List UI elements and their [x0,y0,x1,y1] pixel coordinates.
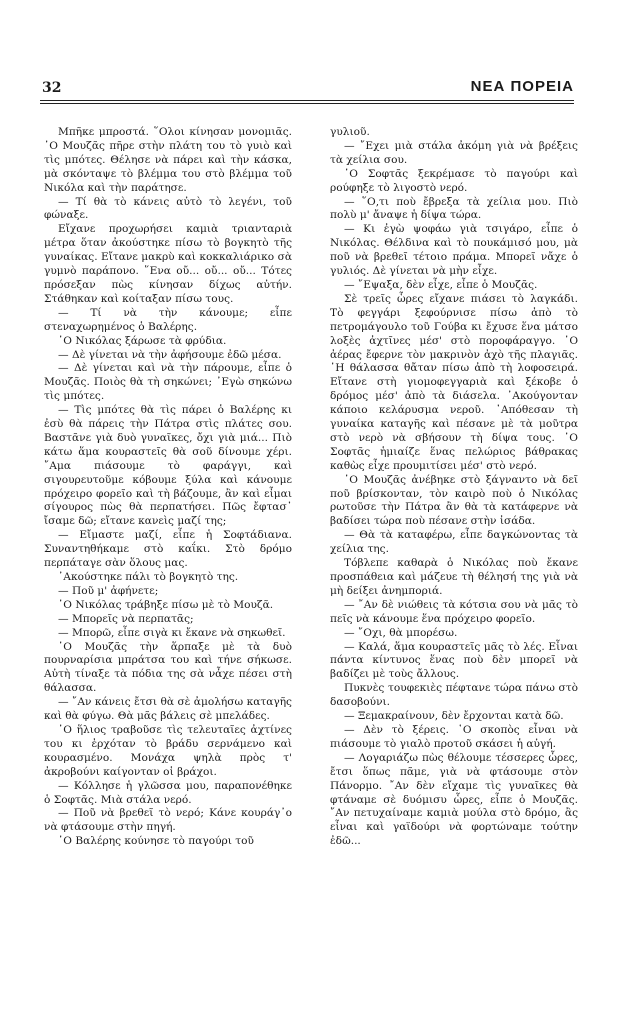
paragraph: — Δὲ γίνεται νὰ τὴν ἀφήσουμε ἐδῶ μέσα. [58,348,282,361]
paragraph: Σὲ τρεῖς ὧρες εἴχανε πιάσει τὸ λαγκάδι. Τὸ φεγγάρι ξεφούρνισε πίσω ἀπὸ τὸ πετρομάγουλο τοῦ Γούβα κι ἔχυσε ἕνα μάτσο λοξὲς ἀχτῖνες μέσ' στὸ ποροφάραγγο. ῾Ο ἀέρας ἔφερνε τὸν μακρινὸν ἀχὸ τῆς πλαγιᾶς. ῾Η θάλασσα θἄταν πίσω ἀπὸ τὴ λοφοσειρά. Εἴτανε στὴ γιομοφεγγαριὰ καὶ ξέκοβε ὁ δρόμος μέσ' ἀπὸ τὰ διάσελα. ᾿Ακούγονταν κάποιο κελάρυσμα νεροῦ. ᾿Απόθεσαν τὴ γυναίκα καταγῆς καὶ πέσανε μὲ τὰ μοῦτρα στὸ νερὸ νὰ σβήσουν τὴ δίψα τους. ῾Ο Σοφτᾶς ἡμιαίζε ἕνας πελώριος βάθρακας καθὼς εἶχε προυμιτίσει μέσ' στὸ νερό. [330,292,578,472]
paragraph: — Δὲν τὸ ξέρεις. ῾Ο σκοπὸς εἶναι νὰ πιάσουμε τὸ γιαλὸ προτοῦ σκάσει ἡ αὐγή. [330,723,578,750]
paragraph: — Εἴμαστε μαζί, εἶπε ἡ Σοφτάδιανα. Συναντηθήκαμε στὸ καΐκι. Στὸ δρόμο περπάταγε σὰν ὅλους μας. [44,529,292,570]
paragraph: γυλιοῦ. [330,126,370,138]
paragraph: — Τί νὰ τὴν κάνουμε; εἶπε στεναχωρημένος ὁ Βαλέρης. [44,306,292,333]
paragraph: — Μπορῶ, εἶπε σιγὰ κι ἔκανε νὰ σηκωθεῖ. [58,626,286,639]
paragraph: — Τὶς μπότες θὰ τὶς πάρει ὁ Βαλέρης κι ἐσὺ θὰ πάρεις τὴν Πάτρα στὶς πλάτες σου. Βαστᾶνε γιὰ δυὸ γυναῖκες, ὄχι γιὰ μιά... Πιὸ κάτω ἅμα κουραστεῖς θὰ σοῦ δίνουμε χέρι. ῎Αμα πιάσουμε τὸ φαράγγι, καὶ σιγουρευτοῦμε κόβουμε ξύλα καὶ κάνουμε πρόχειρο φορεῖο καὶ τὴ βάζουμε, ἂν καὶ εἶμαι σίγουρος πὼς θὰ περπατήσει. Πῶς ἔφτασ᾿ ἴσαμε δῶ; εἴτανε κανεὶς μαζί της; [44,404,292,528]
page-number: 32 [42,80,62,96]
paragraph: — Ποῦ μ' ἀφήνετε; [58,584,159,597]
paragraph: — Κι ἐγὼ ψοφάω γιὰ τσιγάρο, εἶπε ὁ Νικόλας. Θέλδινα καὶ τὸ πουκάμισό μου, μὰ ποῦ νὰ βρεθεῖ τέτοιο πράμα. Μπορεῖ νἄχε ὁ γυλιός. Δὲ γίνεται νὰ μὴν εἶχε. [330,223,578,278]
paragraph: ᾿Ακούστηκε πάλι τὸ βογκητὸ της. [58,571,239,583]
paragraph: — ῎Οχι, θὰ μπορέσω. [344,626,458,639]
paragraph: — ῎Αν κάνεις ἔτσι θὰ σὲ ἀμολήσω καταγῆς καὶ θὰ φύγω. Θὰ μᾶς βάλεις σὲ μπελάδες. [44,696,292,723]
journal-title: ΝΕΑ ΠΟΡΕΙΑ [470,78,574,95]
paragraph: ῾Ο Νικόλας τράβηξε πίσω μὲ τὸ Μουζᾶ. [58,598,274,611]
paragraph: — Δὲ γίνεται καὶ νὰ τὴν πάρουμε, εἶπε ὁ Μουζᾶς. Ποιὸς θὰ τὴ σηκώνει; ᾿Εγὼ σηκώνω τὶς μπότες. [44,362,292,403]
paragraph: Εἴχανε προχωρήσει καμιὰ τριανταριὰ μέτρα ὅταν ἀκούστηκε πίσω τὸ βογκητὸ τῆς γυναίκας. Εἴτανε μακρὺ καὶ κοκκαλιάρικο σὰ γυμνὸ παράπονο. ῞Ενα οὔ... οὔ... οὔ... Τότες πρόσεξαν πὼς κίνησαν δίχως αὐτήν. Στάθηκαν καὶ κοίταξαν πίσω τους. [44,223,292,305]
paragraph: — Μπορεῖς νὰ περπατᾶς; [58,612,194,625]
paragraph: — Κόλλησε ἡ γλῶσσα μου, παραπονέθηκε ὁ Σοφτᾶς. Μιὰ στάλα νερό. [44,779,292,806]
paragraph: — Τί θὰ τὸ κάνεις αὐτὸ τὸ λεγένι, τοῦ φώναξε. [44,195,292,222]
right-column [330,126,578,849]
paragraph: ῾Ο ἥλιος τραβοῦσε τὶς τελευταῖες ἀχτίνες του κι ἐρχόταν τὸ βράδυ σερνάμενο καὶ κουρασμένο. Μονάχα ψηλὰ πρὸς τ' ἀκροβούνι καίγονταν οἱ βράχοι. [44,723,292,778]
paragraph: ῾Ο Σοφτᾶς ξεκρέμασε τὸ παγούρι καὶ ρούφηξε τὸ λιγοστὸ νερό. [330,167,578,194]
paragraph: ῾Ο Μουζᾶς τὴν ἅρπαξε μὲ τὰ δυὸ πουρναρίσια μπράτσα του καὶ τήνε σήκωσε. Αὐτὴ τίναξε τὰ πόδια της σὰ νἆχε πέσει στὴ θάλασσα. [44,640,292,695]
header-rule [40,100,574,104]
paragraph: — Ξεμακραίνουν, δὲν ἔρχονται κατὰ δῶ. [344,710,564,723]
paragraph: Πυκνὲς τουφεκιὲς πέφτανε τώρα πάνω στὸ δασοβούνι. [330,682,578,709]
paragraph: ῾Ο Μουζᾶς ἀνέβηκε στὸ ξάγναντο νὰ δεῖ ποῦ βρίσκονταν, τὸν καιρὸ ποὺ ὁ Νικόλας ρωτοῦσε τὴν Πάτρα ἂν θὰ τὰ κατάφερνε νὰ βαδίσει τώρα ποὺ πέσανε στὴν ἰσάδα. [330,473,578,528]
paragraph: — ῎Εχει μιὰ στάλα ἀκόμη γιὰ νὰ βρέξεις τὰ χείλια σου. [330,139,578,166]
paragraph: ῾Ο Βαλέρης κούνησε τὸ παγούρι τοῦ [58,835,254,848]
paragraph: — Ποῦ νὰ βρεθεῖ τὸ νερό; Κάνε κουράγ᾿ο νὰ φτάσουμε στὴν πηγή. [44,807,292,834]
paragraph: ῾Ο Νικόλας ξάρωσε τὰ φρύδια. [58,334,227,347]
paragraph: — ῞Ο,τι ποὺ ἔβρεξα τὰ χείλια μου. Πιὸ πολὺ μ' ἄναψε ἡ δίψα τώρα. [330,195,578,222]
paragraph: — Λογαριάζω πὼς θέλουμε τέσσερες ὧρες, ἔτσι ὅπως πᾶμε, γιὰ νὰ φτάσουμε στὸν Πάνορμο. ῎Αν δὲν εἴχαμε τὶς γυναῖκες θὰ φτάναμε σὲ δυόμισυ ὧρες, εἶπε ὁ Μουζᾶς. ῎Αν πετυχαίναμε καμιὰ μούλα στὸ δρόμο, ἂς εἶναι καὶ γαϊδούρι νὰ φορτώναμε τούτην ἐδῶ... [330,751,578,848]
paragraph: Τόβλεπε καθαρὰ ὁ Νικόλας ποὺ ἔκανε προσπάθεια καὶ μάζευε τὴ θέλησή της γιὰ νὰ μὴ δείξει ἀνημποριά. [330,557,578,597]
paragraph: — Καλά, ἅμα κουραστεῖς μᾶς τὸ λές. Εἶναι πάντα κίντυνος ἕνας ποὺ δὲν μπορεῖ νὰ βαδίζει μὲ τοὺς ἄλλους. [330,640,578,681]
paragraph: — Θὰ τὰ καταφέρω, εἶπε δαγκώνοντας τὰ χείλια της. [330,529,578,556]
paragraph: Μπῆκε μπροστά. ῞Ολοι κίνησαν μονομιᾶς. ῾Ο Μουζᾶς πῆρε στὴν πλάτη του τὸ γυιὸ καὶ τὶς μπότες. Θέλησε νὰ πάρει καὶ τὴν κάσκα, μὰ σκόνταψε τὸ βλέμμα του στὸ βλέμμα τοῦ Νικόλα καὶ τὴν παράτησε. [44,126,292,194]
paragraph: — ῎Αν δὲ νιώθεις τὰ κότσια σου νὰ μᾶς τὸ πεῖς νὰ κάνουμε ἕνα πρόχειρο φορεῖο. [330,598,578,625]
left-column [44,126,292,849]
paragraph: — ῎Εψαξα, δὲν εἶχε, εἶπε ὁ Μουζᾶς. [344,278,538,291]
